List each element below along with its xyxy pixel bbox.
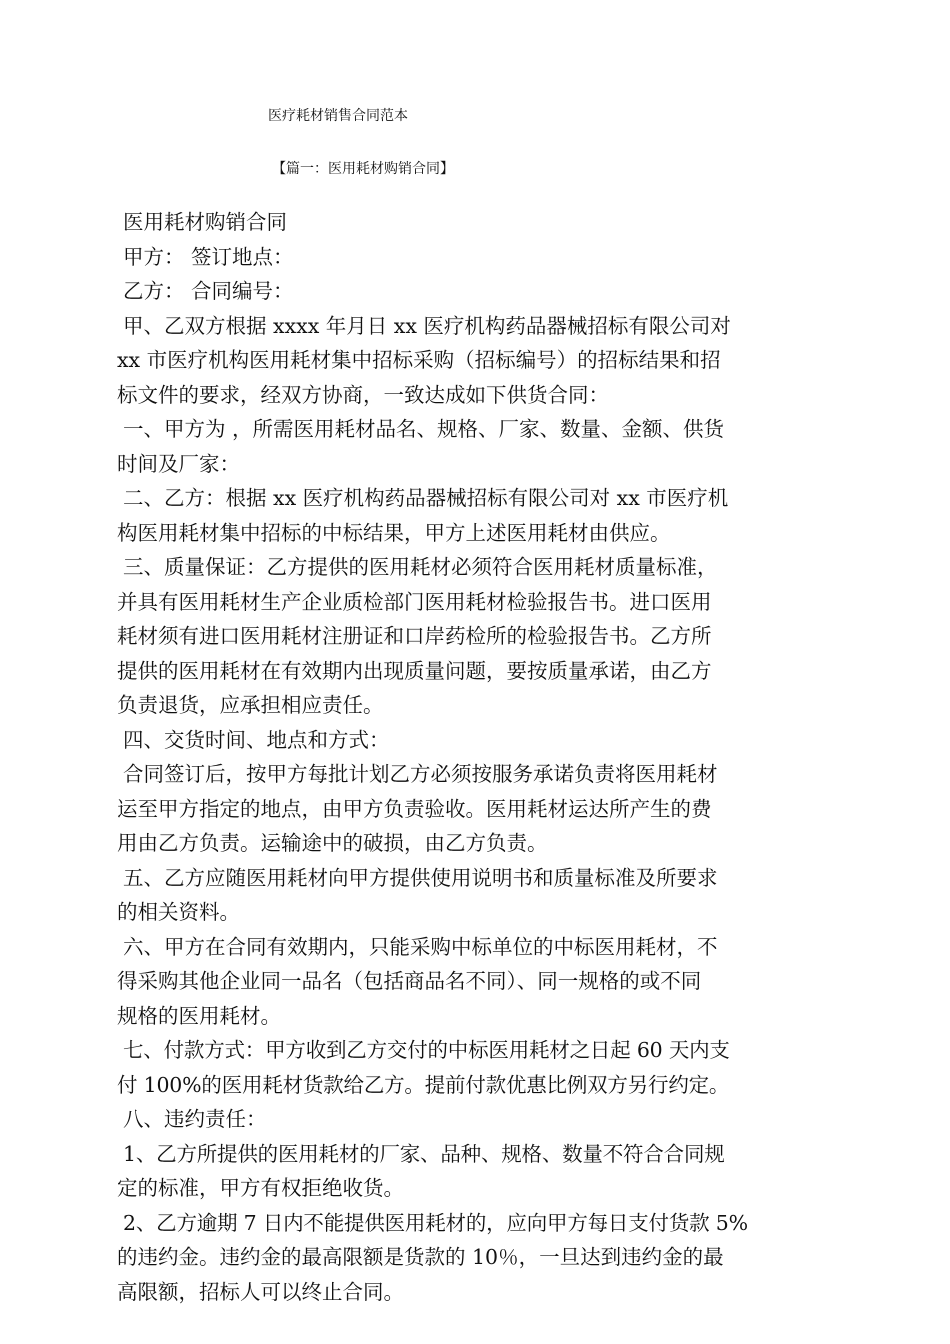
body-line: 并具有医用耗材生产企业质检部门医用耗材检验报告书。进口医用 xyxy=(117,589,712,614)
penalty-1-line: 1、乙方所提供的医用耗材的厂家、品种、规格、数量不符合合同规 xyxy=(123,1141,725,1166)
body-line: 构医用耗材集中招标的中标结果，甲方上述医用耗材由供应。 xyxy=(117,520,671,545)
clause-1-line: 一、甲方为 ，所需医用耗材品名、规格、厂家、数量、金额、供货 xyxy=(123,417,725,441)
body-line: 时间及厂家： xyxy=(117,451,240,476)
body-line: xx 市医疗机构医用耗材集中招标采购（招标编号）的招标结果和招 xyxy=(117,348,721,372)
contract-heading: 医用耗材购销合同 xyxy=(123,210,287,234)
body-line: 标文件的要求，经双方协商，一致达成如下供货合同： xyxy=(117,382,609,407)
body-line: 高限额，招标人可以终止合同。 xyxy=(117,1279,404,1304)
body-line: 定的标准，甲方有权拒绝收货。 xyxy=(117,1176,404,1200)
clause-3-line: 三、质量保证：乙方提供的医用耗材必须符合医用耗材质量标准， xyxy=(123,555,718,579)
penalty-2-line: 2、乙方逾期 7 日内不能提供医用耗材的，应向甲方每日支付货款 5% xyxy=(123,1210,748,1235)
body-line: 耗材须有进口医用耗材注册证和口岸药检所的检验报告书。乙方所 xyxy=(117,624,712,648)
clause-6-line: 六、甲方在合同有效期内，只能采购中标单位的中标医用耗材，不 xyxy=(123,934,718,959)
contract-body xyxy=(117,205,877,1309)
party-b-line: 乙方： 合同编号： xyxy=(123,279,294,303)
body-line: 得采购其他企业同一品名（包括商品名不同）、同一规格的或不同 xyxy=(117,969,702,993)
body-line: 用由乙方负责。运输途中的破损，由乙方负责。 xyxy=(117,831,548,855)
body-line: 甲、乙双方根据 xxxx 年月日 xx 医疗机构药品器械招标有限公司对 xyxy=(123,313,731,338)
clause-2-line: 二、乙方：根据 xx 医疗机构药品器械招标有限公司对 xx 市医疗机 xyxy=(123,486,729,510)
document-title: 医疗耗材销售合同范本 xyxy=(268,108,408,124)
clause-5-line: 五、乙方应随医用耗材向甲方提供使用说明书和质量标准及所要求 xyxy=(123,865,718,890)
party-a-line: 甲方： 签订地点： xyxy=(123,244,294,269)
body-line: 合同签订后，按甲方每批计划乙方必须按服务承诺负责将医用耗材 xyxy=(123,762,718,786)
body-line: 规格的医用耗材。 xyxy=(117,1003,281,1028)
body-line: 运至甲方指定的地点，由甲方负责验收。医用耗材运达所产生的费 xyxy=(117,796,712,821)
clause-4-line: 四、交货时间、地点和方式： xyxy=(123,727,390,752)
body-line: 的违约金。违约金的最高限额是货款的 10％，一旦达到违约金的最 xyxy=(117,1245,724,1269)
body-line: 提供的医用耗材在有效期内出现质量问题，要按质量承诺，由乙方 xyxy=(117,658,712,683)
body-line: 负责退货，应承担相应责任。 xyxy=(117,693,384,717)
clause-7-line: 七、付款方式：甲方收到乙方交付的中标医用耗材之日起 60 天内支 xyxy=(123,1038,730,1062)
body-line: 付 100%的医用耗材货款给乙方。提前付款优惠比例双方另行约定。 xyxy=(117,1072,730,1097)
section-title: 【篇一：医用耗材购销合同】 xyxy=(272,161,454,177)
body-line: 的相关资料。 xyxy=(117,900,240,924)
clause-8-line: 八、违约责任： xyxy=(123,1107,267,1131)
